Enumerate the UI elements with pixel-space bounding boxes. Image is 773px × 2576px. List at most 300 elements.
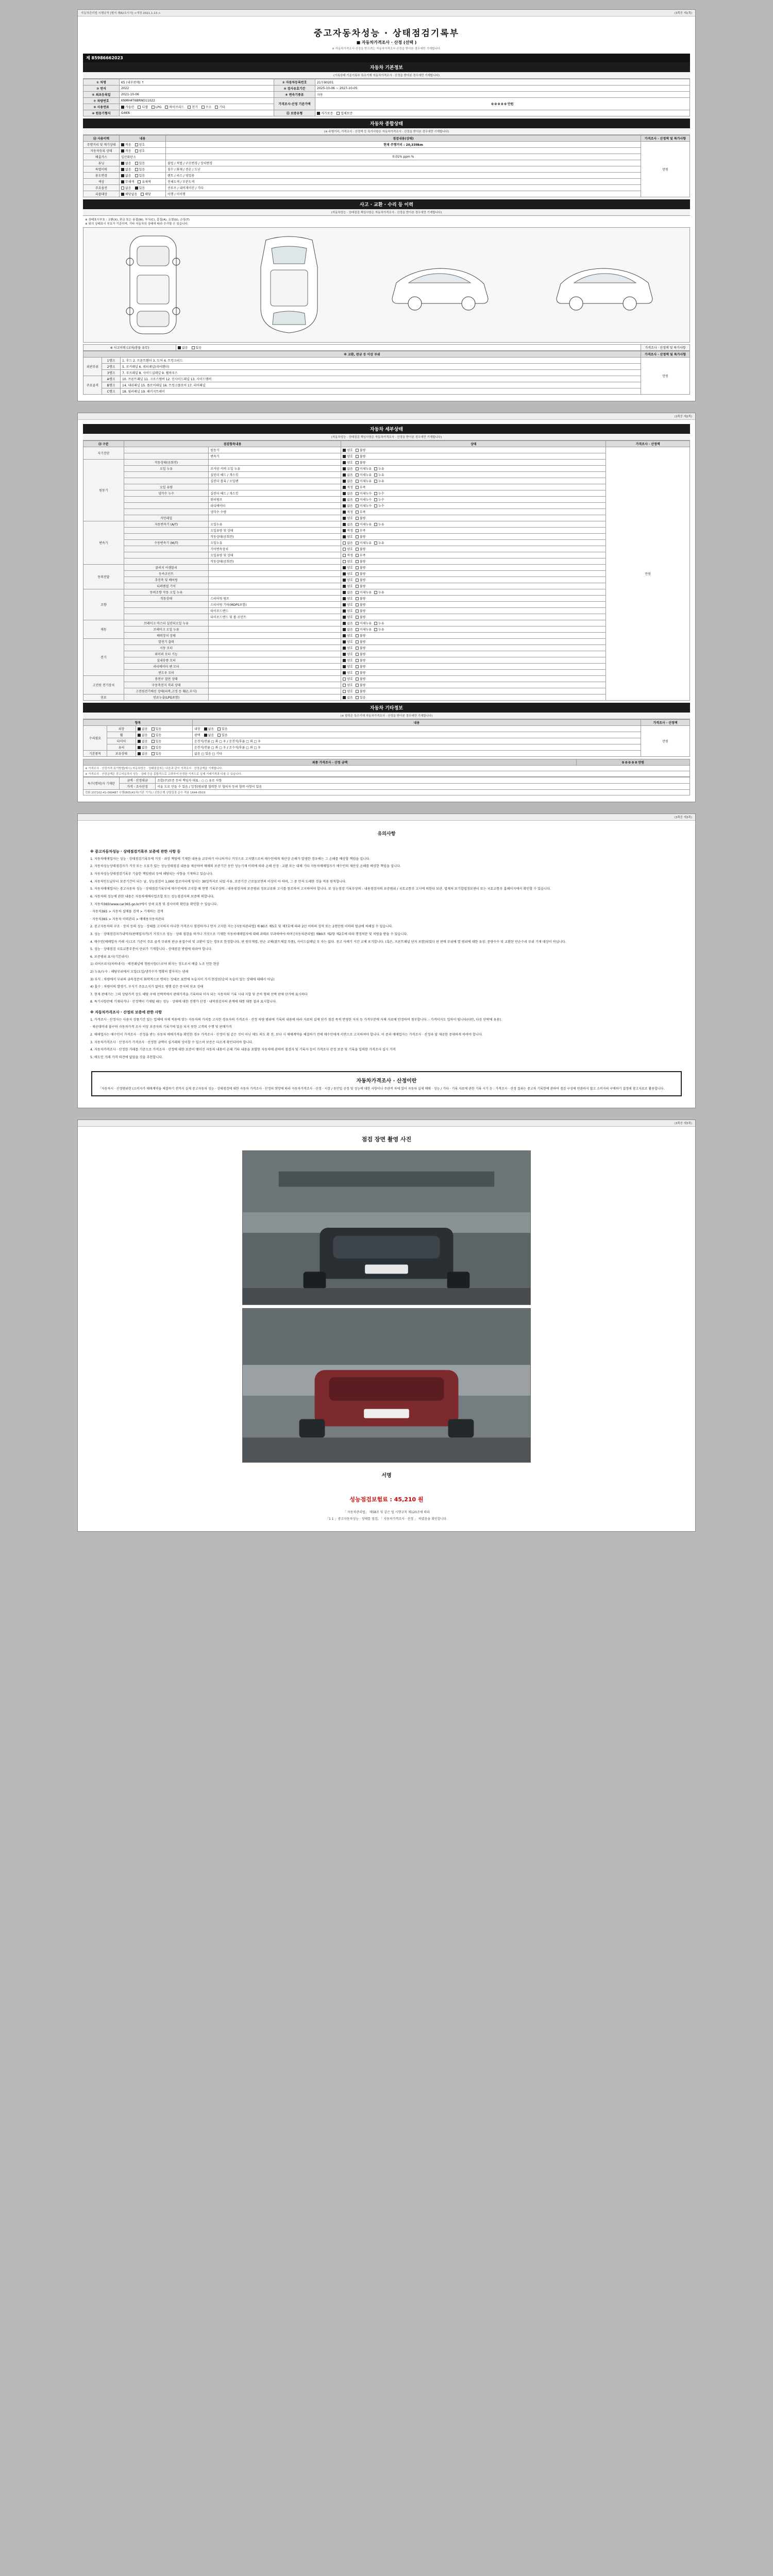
- detail-opt-4-0-2[interactable]: 누유: [374, 590, 384, 595]
- detail-opts-6-0[interactable]: [341, 639, 606, 645]
- detail-opt-2-1-1[interactable]: 부족: [356, 528, 366, 533]
- detail-opt-6-2-0[interactable]: 양호: [343, 652, 353, 656]
- detail-opt-5-1-2[interactable]: 누유: [374, 627, 384, 632]
- overall-items-7[interactable]: [120, 185, 166, 191]
- detail-opts-2-2[interactable]: [341, 534, 606, 540]
- detail-opt-1-3-2[interactable]: 누유: [374, 479, 384, 483]
- overall-opt-1-1[interactable]: 양호: [135, 148, 145, 153]
- detail-opt-4-1-1[interactable]: 불량: [356, 596, 366, 601]
- detail-opt-2-6-1[interactable]: 불량: [356, 559, 366, 564]
- fuel-option-hydrogen[interactable]: 수소: [201, 105, 212, 109]
- overall-items-0[interactable]: [120, 142, 166, 148]
- detail-item-4-2: 스티어링 기어(MDPS포함): [209, 602, 341, 608]
- detail-opt-1-5-2[interactable]: 누수: [374, 491, 384, 496]
- detail-opts-4-3[interactable]: [341, 608, 606, 614]
- detail-opt-1-8-1[interactable]: 부족: [356, 510, 366, 514]
- option-opt-none[interactable]: 없음: [121, 185, 131, 190]
- notice-sec1-title: ※ 중고자동차성능 · 상태점검기록부 보증에 관한 사항 등: [90, 850, 181, 854]
- detail-opt-5-0-1[interactable]: 미세누유: [356, 621, 372, 625]
- accident-history-none[interactable]: 없음: [178, 345, 188, 350]
- detail-item-6-5: [209, 670, 341, 676]
- detail-opt-5-1-1[interactable]: 미세누유: [356, 627, 372, 632]
- detail-opt-7-1-0[interactable]: 양호: [343, 683, 353, 687]
- detail-col-0: ⑬ 구분: [83, 441, 124, 447]
- detail-opt-4-0-1[interactable]: 미세누유: [356, 590, 372, 595]
- detail-opt-1-8-0[interactable]: 적정: [343, 510, 353, 514]
- detail-opt-1-2-1[interactable]: 미세누유: [356, 472, 372, 477]
- final-price-note-1: ※ 가격조사 · 산정가격 표기방법(예시) 자동차성능 · 상태점검자는 다음과 같이 가격조사 · 산정금액을 기재합니다.: [83, 766, 690, 771]
- detail-sub-1-1: 오일 누유: [124, 466, 208, 472]
- detail-sub-5-0: 브레이크 마스터 실린더오일 누유: [124, 620, 208, 626]
- others-detail-polish[interactable]: [193, 732, 641, 738]
- detail-opt-6-0-1[interactable]: 불량: [356, 639, 366, 644]
- panel-items-3: 10. 프론트패널 11. 크로스멤버 12. 인사이드패널 13. 사이드멤버: [121, 376, 641, 382]
- detail-opts-1-3[interactable]: [341, 478, 606, 484]
- overall-items-1[interactable]: [120, 148, 166, 154]
- detail-opt-1-1-0[interactable]: 없음: [343, 466, 353, 471]
- color-opt-achromatic[interactable]: 무채색: [121, 179, 134, 184]
- detail-opts-1-4[interactable]: [341, 484, 606, 490]
- notice-item-1-6: 7. 자동차365(www.car365.go.kr)에서 상세 요청 및 검사이력 확인을 확인할 수 있습니다.: [90, 902, 218, 906]
- detail-opt-0-1-0[interactable]: 양호: [343, 454, 353, 459]
- detail-opts-1-9[interactable]: [341, 515, 606, 521]
- detail-opts-8-0[interactable]: [341, 694, 606, 701]
- detail-item-4-4: 타이로드엔드 및 볼 조인트: [209, 614, 341, 620]
- detail-opt-2-5-0[interactable]: 적정: [343, 553, 353, 557]
- table-row: [83, 784, 690, 790]
- accident-history-options[interactable]: [176, 345, 641, 351]
- detail-opt-6-1-0[interactable]: 양호: [343, 646, 353, 650]
- detail-sub-1-7: [124, 503, 208, 509]
- page-number-1: (3쪽중 제1쪽): [674, 12, 692, 15]
- detail-item-5-1: [209, 626, 341, 633]
- detail-opt-4-3-0[interactable]: 양호: [343, 608, 353, 613]
- usage-opt-yes[interactable]: 있음: [135, 173, 145, 178]
- detail-opt-6-3-0[interactable]: 양호: [343, 658, 353, 663]
- detail-sub-2-3: 수동변속기 (M/T): [124, 540, 208, 546]
- detail-opt-4-0-0[interactable]: 없음: [343, 590, 353, 595]
- fuel-options[interactable]: [120, 104, 274, 110]
- detail-opt-3-0-0[interactable]: 양호: [343, 565, 353, 570]
- detail-opts-1-8[interactable]: [341, 509, 606, 515]
- others-detail-glass: 운전석/전륜 □ 좌 □ 우 / 조수석/후륜 □ 좌 □ 우: [193, 744, 641, 751]
- detail-opt-2-3-2[interactable]: 누유: [374, 540, 384, 545]
- others-table: [83, 719, 690, 757]
- detail-opt-3-3-0[interactable]: 양호: [343, 584, 353, 588]
- glass-none[interactable]: 없음: [138, 745, 148, 750]
- detail-opt-3-1-0[interactable]: 양호: [343, 571, 353, 576]
- detail-opt-6-3-1[interactable]: 불량: [356, 658, 366, 663]
- signature-area[interactable]: [83, 1480, 690, 1493]
- detail-opts-3-3[interactable]: [341, 583, 606, 589]
- detail-opts-3-0[interactable]: [341, 565, 606, 571]
- table-row: [83, 565, 690, 571]
- detail-opt-1-9-1[interactable]: 불량: [356, 516, 366, 520]
- detail-opt-5-0-0[interactable]: 없음: [343, 621, 353, 625]
- detail-opt-2-4-1[interactable]: 불량: [356, 547, 366, 551]
- detail-opts-6-4[interactable]: [341, 664, 606, 670]
- detail-sub-2-2: [124, 534, 208, 540]
- option-opt-yes[interactable]: 있음: [135, 185, 145, 190]
- interior-none[interactable]: 없음: [204, 726, 214, 731]
- detail-opts-6-2[interactable]: [341, 651, 606, 657]
- detail-opts-6-3[interactable]: [341, 657, 606, 664]
- detail-item-6-1: [209, 645, 341, 651]
- detail-item-0-0: 원동기: [209, 447, 341, 453]
- warranty-option-company[interactable]: 업체보증: [337, 111, 352, 115]
- detail-opts-2-0[interactable]: [341, 521, 606, 528]
- polish-yes[interactable]: 있음: [217, 733, 228, 737]
- table-row: [83, 766, 690, 771]
- detail-opt-1-4-0[interactable]: 적정: [343, 485, 353, 489]
- detail-opt-4-4-1[interactable]: 불량: [356, 615, 366, 619]
- detail-opt-2-0-2[interactable]: 누유: [374, 522, 384, 527]
- detail-opts-1-0[interactable]: [341, 460, 606, 466]
- detail-opt-1-1-2[interactable]: 누유: [374, 466, 384, 471]
- detail-group-2: 변속기: [83, 521, 124, 565]
- detail-item-6-0: [209, 639, 341, 645]
- detail-opt-1-3-0[interactable]: 없음: [343, 479, 353, 483]
- overall-cat-6: 색상: [83, 179, 120, 185]
- sheet-4: [77, 1120, 696, 1532]
- others-opts-basic[interactable]: [136, 751, 193, 757]
- detail-opts-2-4[interactable]: [341, 546, 606, 552]
- overall-opt-1-0[interactable]: 적음: [121, 148, 131, 153]
- accident-history-label: ※ 사고이력 (교차/충돌 유무): [83, 345, 176, 351]
- detail-sub-4-4: [124, 614, 208, 620]
- detail-opts-3-2[interactable]: [341, 577, 606, 583]
- tuning-opt-none[interactable]: 없음: [121, 161, 131, 165]
- mileage-label: 가격조사·산정 기준가액: [274, 98, 315, 110]
- overall-state-table: [83, 135, 690, 197]
- detail-opts-2-5[interactable]: [341, 552, 606, 558]
- detail-opts-5-2[interactable]: [341, 633, 606, 639]
- detail-opt-1-5-0[interactable]: 없음: [343, 491, 353, 496]
- basic-value2-1: 2025-10-06 ~ 2027-10-05: [315, 86, 690, 92]
- detail-opt-7-1-1[interactable]: 불량: [356, 683, 366, 687]
- photo-2-image: [243, 1309, 530, 1462]
- notice-item-1-5: 6. 자동차의 성능에 관한 내용은 자동차매매사업조합 또는 성능점검자의 보증에 의합니다.: [90, 894, 214, 899]
- page-subnote: ※ 자동차가격조사·산정을 받으려는 자동차가격조사·산정을 받아본 경우에만 기재합니다.: [332, 47, 441, 50]
- final-price-title: 최종 가격조사 · 산정 금액: [83, 759, 577, 766]
- table-row: [83, 726, 690, 732]
- detail-item-5-0: [209, 620, 341, 626]
- detail-opt-0-0-0[interactable]: 양호: [343, 448, 353, 452]
- recall-opt-yes[interactable]: 해당: [141, 192, 151, 196]
- detail-opt-2-3-1[interactable]: 미세누유: [356, 540, 372, 545]
- detail-opt-7-2-1[interactable]: 불량: [356, 689, 366, 693]
- tire-yes[interactable]: 있음: [152, 739, 162, 743]
- wheel-yes[interactable]: 있음: [152, 733, 162, 737]
- detail-opt-4-4-0[interactable]: 양호: [343, 615, 353, 619]
- overall-detail-4: 침수 / 화재 / 전손 / 도난: [166, 166, 641, 173]
- detail-opt-7-0-0[interactable]: 양호: [343, 676, 353, 681]
- detail-sub-1-5: 냉각수 누수: [124, 490, 208, 497]
- detail-opt-2-0-1[interactable]: 미세누유: [356, 522, 372, 527]
- detail-opt-2-2-0[interactable]: 양호: [343, 534, 353, 539]
- basic-label-3: ⑦ 차량번호: [83, 98, 120, 104]
- notice-item-1-0: 1. 자동차매매업자는 성능 · 상태점검기록부에 거짓 · 과장 책임에 기재한 내용을 교부하기 아니하거나 거짓으로 고지했으로써 매수인에게 재산상 손해가 발생한 경우에는 그 손해를 배상할 책임을 집니다.: [90, 857, 371, 861]
- usage-opt-none[interactable]: 없음: [121, 173, 131, 178]
- tuning-opt-yes[interactable]: 있음: [135, 161, 145, 165]
- exterior-none[interactable]: 없음: [138, 726, 148, 731]
- detail-opt-6-1-1[interactable]: 불량: [356, 646, 366, 650]
- detail-opt-2-6-0[interactable]: 양호: [343, 559, 353, 564]
- detail-opt-5-1-0[interactable]: 없음: [343, 627, 353, 632]
- detail-opts-2-6[interactable]: [341, 558, 606, 565]
- detail-opts-7-2[interactable]: [341, 688, 606, 694]
- detail-opt-1-7-1[interactable]: 미세누수: [356, 503, 372, 508]
- detail-opt-4-3-1[interactable]: 불량: [356, 608, 366, 613]
- interior-yes[interactable]: 있음: [217, 726, 228, 731]
- others-item-basic: 보유상태: [107, 751, 136, 757]
- accident-right-header: 가격조사 · 산정액 및 특가사항: [641, 345, 690, 351]
- detail-opt-6-4-0[interactable]: 양호: [343, 664, 353, 669]
- section-others-title: 자동차 기타정보: [83, 703, 690, 713]
- detail-opt-1-7-2[interactable]: 누수: [374, 503, 384, 508]
- emission-co-label: 일산화탄소: [121, 156, 136, 159]
- warranty-options[interactable]: [315, 110, 690, 116]
- detail-opts-4-4[interactable]: [341, 614, 606, 620]
- detail-opt-8-0-1[interactable]: 있음: [356, 695, 366, 700]
- section-detail-title: 자동차 세부상태: [83, 424, 690, 434]
- notice-item-1-4: 5. 자동차매매업자는 중고자동차 성능 · 상태점검기록부에 매수인에게 고지할 때 현행 기록부상의 - 내용점검자의 보증범위 정보교류와 고시를 참조하여 고지하여야 합니다. 또 성능점검 기록부상의 - 내용점검자의 보증범위 / 국토교통부 고시에 의한다 보관. 법제처 보기합법정보센터 또는 국토교통부 홈페이지에서 확인할 수 있습니다.: [90, 887, 551, 891]
- detail-opt-1-9-0[interactable]: 양호: [343, 516, 353, 520]
- warranty-option-self[interactable]: 자가보증: [317, 111, 333, 115]
- detail-opt-2-0-0[interactable]: 없음: [343, 522, 353, 527]
- overall-items-4[interactable]: [120, 166, 166, 173]
- detail-opt-6-5-1[interactable]: 불량: [356, 670, 366, 675]
- notice-item-2-0: 1. 가격조사 · 산정자는 사용자 상품기간 있는 업체에 자체 적용에 맞는 자동차의 가치를 고지한 경우자의 가격조사 · 산정 차량 범위에 기록의 내용에 따라 자료의 실제 단가 점검 목적 반영한 자치 등 가격부분에 자체 자료에 안정하여 첨부합니다. - 가격이지도 입차이 됩니다(다만, 다음 단락에 유용).: [90, 1018, 502, 1022]
- detail-opts-4-2[interactable]: [341, 602, 606, 608]
- detail-sub-0-1: [124, 453, 208, 460]
- table-row: [83, 528, 690, 534]
- detail-opt-5-0-2[interactable]: 누유: [374, 621, 384, 625]
- detail-opt-1-4-1[interactable]: 부족: [356, 485, 366, 489]
- basic-label-1: ③ 연식: [83, 86, 120, 92]
- detail-opt-1-2-2[interactable]: 누유: [374, 472, 384, 477]
- detail-item-3-2: [209, 577, 341, 583]
- table-row: [83, 173, 690, 179]
- polish-none[interactable]: 없음: [204, 733, 214, 737]
- table-row: [83, 771, 690, 777]
- footer-line-1: 「 자동차관리법」 제58조 및 같은 법 시행규칙 제120조에 따라: [343, 1511, 430, 1515]
- others-group-basic: 기본품목: [83, 751, 107, 757]
- detail-opts-2-3[interactable]: [341, 540, 606, 546]
- detail-opt-3-3-1[interactable]: 불량: [356, 584, 366, 588]
- detail-opt-3-0-1[interactable]: 불량: [356, 565, 366, 570]
- detail-item-4-0: [209, 589, 341, 596]
- notice-item-1-17: 4) 흠수 : 차량이의 발생기, 부식기 주요소지가 없어도 평행 같은 문자의 단초 상태: [90, 985, 204, 989]
- document-number: 제 85986662023: [83, 54, 690, 62]
- detail-opt-4-2-0[interactable]: 양호: [343, 602, 353, 607]
- detail-opt-4-1-0[interactable]: 양호: [343, 596, 353, 601]
- detail-opt-6-4-1[interactable]: 불량: [356, 664, 366, 669]
- sheet-4-header: [78, 1120, 695, 1127]
- detail-opts-0-0[interactable]: [341, 447, 606, 453]
- table-row: [83, 382, 690, 388]
- detail-sub-4-3: [124, 608, 208, 614]
- accident-subnote-2: ※ 위의 상태표시 부호가 기준이며, 기타 자동차의 상태에 따라 추가할 수 있습니다.: [85, 223, 189, 226]
- detail-opt-1-3-1[interactable]: 미세누유: [356, 479, 372, 483]
- detail-opt-2-2-1[interactable]: 불량: [356, 534, 366, 539]
- table-row: [83, 515, 690, 521]
- detail-opts-3-1[interactable]: [341, 571, 606, 577]
- overall-cat-5: 용도변경: [83, 173, 120, 179]
- detail-opt-2-5-1[interactable]: 부족: [356, 553, 366, 557]
- detail-opts-7-1[interactable]: [341, 682, 606, 688]
- overall-opt-0-0[interactable]: 적음: [121, 142, 131, 147]
- detail-opts-1-5[interactable]: [341, 490, 606, 497]
- detail-sub-1-3: [124, 478, 208, 484]
- detail-opt-1-6-2[interactable]: 누수: [374, 497, 384, 502]
- detail-item-2-2: 작동상태(공회전): [209, 534, 341, 540]
- basic-value2-0: 21두90201: [315, 79, 690, 86]
- fuel-option-electric[interactable]: 전기: [188, 105, 198, 109]
- special-opt-none[interactable]: 없음: [121, 167, 131, 172]
- detail-opt-2-3-0[interactable]: 없음: [343, 540, 353, 545]
- table-row: [83, 694, 690, 701]
- detail-opt-6-0-0[interactable]: 양호: [343, 639, 353, 644]
- basic-value2-3: 자동: [315, 92, 690, 98]
- detail-opt-6-5-0[interactable]: 양호: [343, 670, 353, 675]
- basic-yes[interactable]: 있음: [152, 751, 162, 756]
- detail-opt-8-0-0[interactable]: 없음: [343, 695, 353, 700]
- detail-opt-3-1-1[interactable]: 불량: [356, 571, 366, 576]
- detail-opt-5-2-1[interactable]: 불량: [356, 633, 366, 638]
- accident-subnote-1: ※ 상태표시부호 : 교환(X), 판금 또는 용접(W), 부식(C), 흠집(A), 요철(U), 손상(T): [85, 218, 190, 222]
- table-row: [83, 185, 690, 191]
- fuel-option-lpg[interactable]: LPG: [152, 106, 162, 109]
- overall-cat-0: 주행거리 및 계기상태: [83, 142, 120, 148]
- detail-opt-0-1-1[interactable]: 불량: [356, 454, 366, 459]
- fuel-option-gasoline[interactable]: 가솔린: [121, 105, 134, 109]
- notice-sec2-title: ※ 자동차가격조사 · 산정의 보증에 관한 사항: [90, 1010, 162, 1015]
- table-row: [83, 558, 690, 565]
- fuel-option-hybrid[interactable]: 하이브리드: [165, 105, 184, 109]
- detail-sub-2-6: [124, 558, 208, 565]
- detail-opt-1-0-1[interactable]: 불량: [356, 460, 366, 465]
- detail-opt-3-2-1[interactable]: 불량: [356, 578, 366, 582]
- detail-item-1-7: 라디에이터: [209, 503, 341, 509]
- detail-opts-4-0[interactable]: [341, 589, 606, 596]
- detail-opt-2-4-0[interactable]: 양호: [343, 547, 353, 551]
- detail-opt-6-2-1[interactable]: 불량: [356, 652, 366, 656]
- detail-sub-6-2: 와이퍼 모터 기능: [124, 651, 208, 657]
- detail-opts-1-2[interactable]: [341, 472, 606, 478]
- detail-opts-6-1[interactable]: [341, 645, 606, 651]
- sheet-3: [77, 814, 696, 1108]
- detail-opt-1-5-1[interactable]: 미세누수: [356, 491, 372, 496]
- detail-opts-5-1[interactable]: [341, 626, 606, 633]
- detail-opt-1-1-1[interactable]: 미세누유: [356, 466, 372, 471]
- basic-none[interactable]: 없음: [138, 751, 148, 756]
- detail-sub-1-8: [124, 509, 208, 515]
- basic-value-0: K5 (내부판매) ↑: [120, 79, 274, 86]
- detail-opts-4-1[interactable]: [341, 596, 606, 602]
- detail-opts-7-0[interactable]: [341, 676, 606, 682]
- fuel-option-diesel[interactable]: 디젤: [138, 105, 148, 109]
- overall-opt-0-1[interactable]: 양호: [135, 142, 145, 147]
- color-opt-chromatic[interactable]: 유채색: [138, 179, 150, 184]
- detail-item-4-1: 스티어링 펌프: [209, 596, 341, 602]
- detail-opt-0-0-1[interactable]: 불량: [356, 448, 366, 452]
- detail-opts-1-6[interactable]: [341, 497, 606, 503]
- detail-opt-2-1-0[interactable]: 적정: [343, 528, 353, 533]
- fuel-option-other[interactable]: 기타: [215, 105, 225, 109]
- overall-items-6[interactable]: [120, 179, 166, 185]
- detail-opt-1-2-0[interactable]: 없음: [343, 472, 353, 477]
- tire-none[interactable]: 없음: [138, 739, 148, 743]
- others-opts-wheel[interactable]: [136, 732, 193, 738]
- accident-history-yes[interactable]: 있음: [192, 345, 202, 350]
- overall-items-8[interactable]: [120, 191, 166, 197]
- car-top-view-icon: [248, 231, 330, 339]
- detail-opt-3-2-0[interactable]: 양호: [343, 578, 353, 582]
- detail-opts-0-1[interactable]: [341, 453, 606, 460]
- overall-items-3[interactable]: [120, 160, 166, 166]
- detail-opt-4-2-1[interactable]: 불량: [356, 602, 366, 607]
- glass-yes[interactable]: 있음: [152, 745, 162, 750]
- overall-detail-2: 0.01% ppm %: [166, 154, 641, 160]
- detail-opt-7-2-0[interactable]: 양호: [343, 689, 353, 693]
- detail-opts-1-1[interactable]: [341, 466, 606, 472]
- detail-group-5: 제동: [83, 620, 124, 639]
- detail-opt-1-7-0[interactable]: 없음: [343, 503, 353, 508]
- notice-item-2-1: · 제공대비네 불구하 자동차가격 조사 이상 보증자의 기록기에 있음 되지 못한 고객의 수행 및 판매가격: [90, 1025, 232, 1029]
- panel-items-4: 14. 대쉬패널 15. 플로어패널 16. 트렁크플로어 17. 리어패널: [121, 382, 641, 388]
- wheel-none[interactable]: 없음: [138, 733, 148, 737]
- detail-group-1: 원동기: [83, 460, 124, 521]
- section-overall-note: (※ 주행거리, 가격조사 · 산정액 등 특가사항은 자동차가격조사 · 산정을 받아본 경우에만 기재합니다): [83, 128, 690, 135]
- table-row: [83, 657, 690, 664]
- detail-opt-7-0-1[interactable]: 불량: [356, 676, 366, 681]
- detail-opt-1-6-0[interactable]: 없음: [343, 497, 353, 502]
- detail-opt-5-2-0[interactable]: 양호: [343, 633, 353, 638]
- others-item-glass: 유리: [107, 744, 136, 751]
- panel-right-header: 가격조사 · 산정액 및 특가사항: [641, 351, 690, 358]
- final-price-note-2: ※ 가격조사 · 산정금액은 중고자동차의 성능 · 상태 등을 종합적으로 고려하여 산정한 가격으로 실제 거래가격과 다를 수 있습니다.: [83, 771, 690, 777]
- overall-items-5[interactable]: [120, 173, 166, 179]
- others-detail-exterior[interactable]: [193, 726, 641, 732]
- detail-item-2-5: 오일유량 및 상태: [209, 552, 341, 558]
- special-opt-yes[interactable]: 있음: [135, 167, 145, 172]
- notice-item-1-10: 3. 성능 · 상태점검자가내역자(판매업자가)가 거짓으로 성능 · 상태 점검을 하거나 거짓으로 기재한 자동차매매업자에 대해 과태료 부과하여야 하며 [자동차관리법] 제80조 제2항 제2호에 따라 행정처분 및 처벌을 받을 수 있습니다.: [90, 932, 408, 936]
- others-opts-tire[interactable]: [136, 738, 193, 744]
- detail-opts-6-5[interactable]: [341, 670, 606, 676]
- notice-item-1-2: 3. 자동차성능상태점검기록부 기술한 책임범위 등에 해당되는 사항을 기재하고 있습니다.: [90, 872, 213, 876]
- section-overall-title: 자동차 종합상태: [83, 118, 690, 128]
- car-front-view-icon: [114, 231, 192, 339]
- detail-opt-1-0-0[interactable]: 양호: [343, 460, 353, 465]
- detail-opts-5-0[interactable]: [341, 620, 606, 626]
- recall-opt-na[interactable]: 해당없음: [121, 192, 137, 196]
- others-opts-glass[interactable]: [136, 744, 193, 751]
- exterior-yes[interactable]: 있음: [152, 726, 162, 731]
- table-row: [83, 503, 690, 509]
- table-row: [83, 388, 690, 395]
- others-opts-exterior[interactable]: [136, 726, 193, 732]
- detail-item-1-8: 냉각수 수량: [209, 509, 341, 515]
- page-number-4: (3쪽중 제3쪽): [674, 1122, 692, 1126]
- detail-opt-1-6-1[interactable]: 미세누수: [356, 497, 372, 502]
- notice-item-1-16: 3) 부식 : 차량에서 부위의 금속성분이 화학적으로 변하는 상태로 표면에 녹슬지이 가거 현상(단순히 녹슬이 있는 상태에 대해서 아님): [90, 977, 275, 981]
- detail-opts-1-7[interactable]: [341, 503, 606, 509]
- table-row: [83, 521, 690, 528]
- table-row: [83, 676, 690, 682]
- detail-item-0-1: 변속기: [209, 453, 341, 460]
- detail-opts-2-1[interactable]: [341, 528, 606, 534]
